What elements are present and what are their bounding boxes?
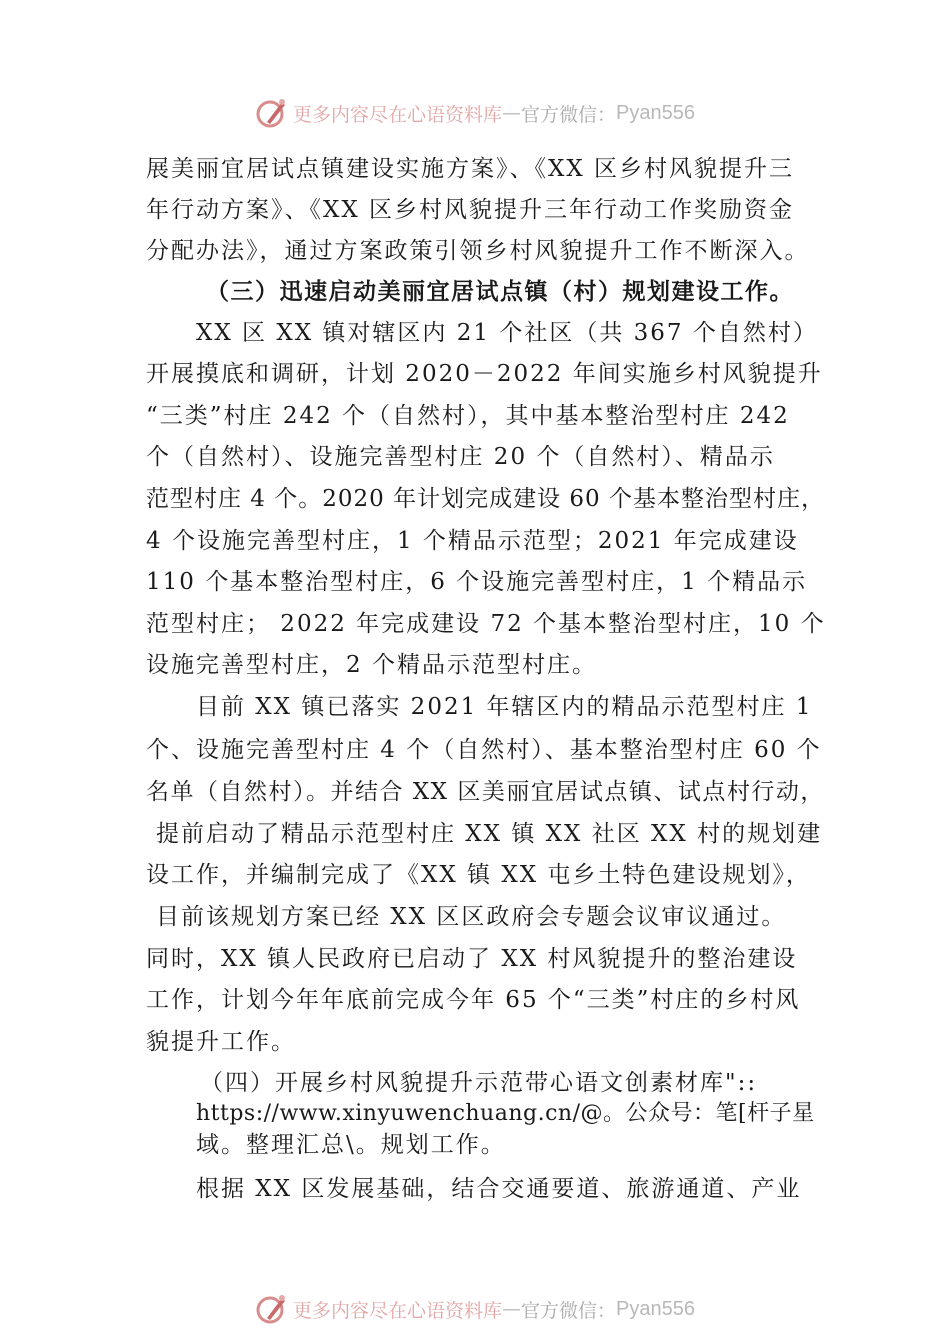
text-line: “三类”村庄 242 个（自然村），其中基本整治型村庄 242 <box>146 403 790 429</box>
text-line: XX 区 XX 镇对辖区内 21 个社区（共 367 个自然村） <box>196 320 818 346</box>
text-line: 同时，XX 镇人民政府已启动了 XX 村风貌提升的整治建设 <box>146 946 798 972</box>
text-line: 提前启动了精品示范型村庄 XX 镇 XX 社区 XX 村的规划建 <box>156 821 823 847</box>
text-line: 设施完善型村庄，2 个精品示范型村庄。 <box>146 652 597 678</box>
text-line: 目前 XX 镇已落实 2021 年辖区内的精品示范型村庄 1 <box>196 694 813 720</box>
banner-main-text: 更多内容尽在心语资料库 <box>293 1299 503 1322</box>
banner-wechat-id: Pyan556 <box>616 101 695 124</box>
text-line: 名单（自然村）。并结合 XX 区美丽宜居试点镇、试点村行动， <box>146 779 825 805</box>
text-line: 4 个设施完善型村庄，1 个精品示范型；2021 年完成建设 <box>146 528 799 554</box>
banner-separator: — <box>502 102 522 124</box>
text-line: 分配办法》，通过方案政策引领乡村风貌提升工作不断深入。 <box>146 238 810 264</box>
text-line-url: https://www.xinyuwenchuang.cn/@。公众号：笔[杆子星 <box>196 1101 815 1126</box>
text-line: 范型村庄 4 个。2020 年计划完成建设 60 个基本整治型村庄， <box>146 486 825 512</box>
text-line: 貌提升工作。 <box>146 1029 296 1055</box>
banner-main-text: 更多内容尽在心语资料库 <box>293 103 503 126</box>
text-line: 110 个基本整治型村庄，6 个设施完善型村庄，1 个精品示 <box>146 569 808 595</box>
text-line: 开展摸底和调研，计划 2020－2022 年间实施乡村风貌提升 <box>146 361 823 387</box>
text-line: 域。整理汇总\。规划工作。 <box>196 1132 506 1158</box>
text-line: 目前该规划方案已经 XX 区区政府会专题会议审议通过。 <box>156 904 787 930</box>
text-line: 根据 XX 区发展基础，结合交通要道、旅游通道、产业 <box>196 1176 802 1202</box>
section-heading-3: （三）迅速启动美丽宜居试点镇（村）规划建设工作。 <box>206 278 794 305</box>
text-line: 设工作，并编制完成了《XX 镇 XX 屯乡土特色建设规划》， <box>146 862 811 888</box>
text-line: 年行动方案》、《XX 区乡村风貌提升三年行动工作奖励资金 <box>146 197 795 223</box>
watermark-banner-bottom <box>0 1289 950 1329</box>
text-line: 个（自然村）、设施完善型村庄 20 个（自然村）、精品示 <box>146 444 775 470</box>
banner-wechat-label: 官方微信： <box>521 103 617 126</box>
text-line: 个、设施完善型村庄 4 个（自然村）、基本整治型村庄 60 个 <box>146 737 822 763</box>
pen-logo-icon <box>255 1292 289 1326</box>
banner-wechat-id: Pyan556 <box>616 1297 695 1320</box>
text-line: 范型村庄； 2022 年完成建设 72 个基本整治型村庄，10 个 <box>146 611 826 637</box>
banner-separator: — <box>502 1298 522 1320</box>
banner-wechat-label: 官方微信： <box>521 1299 617 1322</box>
text-line: 展美丽宜居试点镇建设实施方案》、《XX 区乡村风貌提升三 <box>146 156 795 182</box>
text-line: 工作，计划今年年底前完成今年 65 个“三类”村庄的乡村风 <box>146 987 801 1013</box>
section-heading-4: （四）开展乡村风貌提升示范带心语文创素材库":: <box>200 1070 758 1096</box>
